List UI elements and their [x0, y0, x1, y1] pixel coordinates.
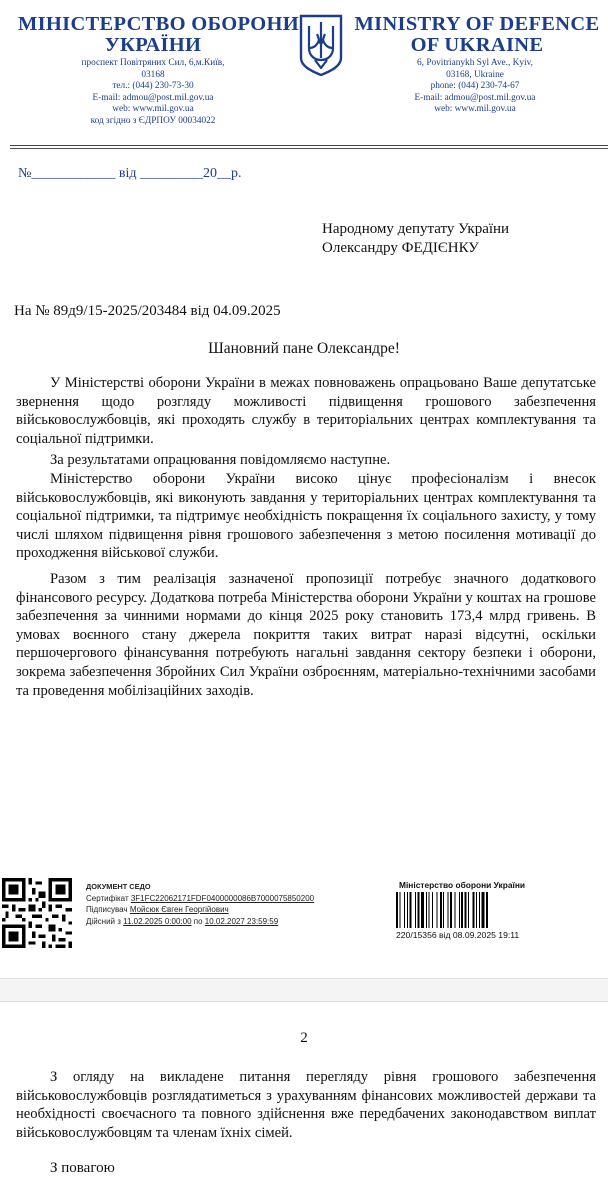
letterhead-rule-bottom: [10, 148, 608, 149]
en-email[interactable]: E-mail: admou@post.mil.gov.ua: [414, 92, 536, 103]
addressee-line-2: Олександру ФЕДІЄНКУ: [322, 240, 479, 256]
ua-edrpou: код згідно з ЄДРПОУ 00034022: [90, 115, 216, 126]
stamp-validity: Дійсний з 11.02.2025 0:00:00 по 10.02.2027 23:59:59: [86, 916, 279, 926]
paragraph-1: У Міністерстві оборони України в межах повноважень опрацьовано Ваше депутатське звернення щодо розгляду можливості підвищення грошового забезпечення військовослужбовців, які проходять службу в територіальних центрах комплектування та соціальної підтримки.: [16, 375, 596, 447]
ua-web[interactable]: web: www.mil.gov.ua: [112, 104, 194, 115]
en-web[interactable]: web: www.mil.gov.ua: [434, 104, 516, 115]
addressee-line-1: Народному депутату України: [322, 221, 510, 237]
en-phone: phone: (044) 230-74-67: [430, 81, 520, 92]
ua-address: проспект Повітряних Сил, 6,м.Київ,: [81, 58, 225, 68]
valid-to-value: 10.02.2027 23:59:59: [204, 916, 279, 926]
ua-ministry-title: МІНІСТЕРСТВО ОБОРОНИ УКРАЇНИ: [18, 13, 299, 56]
en-contact-block: [380, 58, 570, 116]
qr-code-icon: [2, 878, 72, 948]
ua-email[interactable]: E-mail: admou@post.mil.gov.ua: [92, 92, 214, 103]
trident-emblem-icon: [298, 14, 344, 76]
certificate-value: 3F1FC22062171FDF0400000086B7000075850200: [130, 893, 315, 903]
salutation: Шановний пане Олександре!: [208, 340, 400, 357]
letterhead-rule-top: [10, 145, 608, 146]
valid-from-value: 11.02.2025 0:00:00: [123, 916, 192, 926]
outgoing-number-line: №____________ від _________20__р.: [18, 166, 242, 181]
paragraph-4: Разом з тим реалізація зазначеної пропозиції потребує значного додаткового фінансового ресурсу. Додаткова потреба Міністерства оборони України у коштах на грошове забезпечення за чинними нормами до кінця 2025 року становить 173,4 млрд гривень. В умовах воєнного стану джерела покриття таких витрат наразі відсутні, оскільки першочергового фінансування потребують нагальні завдання сектору безпеки і оборони, зокрема забезпечення Збройних Сил України озброєнням, матеріально-технічними засобами та проведення мобілізаційних заходів.: [16, 571, 596, 699]
signer-value: Мойсюк Євген Георгійович: [129, 905, 229, 914]
barcode-icon: [396, 892, 530, 928]
signature-stamp: [86, 881, 314, 927]
registration-number: 220/15356 від 08.09.2025 19:11: [396, 930, 520, 940]
ua-postcode: 03168: [141, 69, 165, 80]
ua-contact-block: [40, 58, 266, 128]
stamp-signer: Підписувач Мойсюк Євген Георгійович: [86, 905, 229, 914]
ua-phone: тел.: (044) 230-73-30: [112, 81, 194, 92]
en-postcode: 03168, Ukraine: [446, 69, 504, 80]
page2-paragraph: З огляду на викладене питання перегляду рівня грошового забезпечення військовослужбовців розглядатиметься з урахуванням фінансових можливостей держави та необхідності своєчасного та повного здійснення вже передбачених законодавством виплат військовослужбовцям та членам їхніх сімей.: [16, 1069, 596, 1141]
en-address: 6, Povitrianykh Syl Ave., Kyiv,: [417, 58, 533, 68]
registration-org: Міністерство оборони України: [399, 880, 526, 890]
page-break: [0, 978, 608, 1002]
stamp-title: ДОКУМЕНТ СЕДО: [86, 882, 151, 891]
stamp-certificate: Сертифікат 3F1FC22062171FDF0400000086B7000075850200: [86, 893, 315, 903]
paragraph-2: За результатами опрацювання повідомляємо наступне.: [50, 452, 391, 468]
addressee-block: [322, 220, 509, 258]
paragraph-3: Міністерство оборони України високо цінує професіоналізм і внесок військовослужбовців, які виконують завдання у територіальних центрах комплектування та соціальної підтримки, та підтримує необхідність покращення їх соціального захисту, у тому числі шляхом підвищення рівня грошового забезпечення з метою посилення мотивації до проходження військової служби.: [16, 471, 596, 562]
reply-reference: На № 89д9/15-2025/203484 від 04.09.2025: [14, 303, 281, 319]
en-ministry-title: MINISTRY OF DEFENCE OF UKRAINE: [354, 13, 600, 56]
closing-phrase: З повагою: [50, 1160, 115, 1176]
page-number: 2: [300, 1030, 308, 1046]
